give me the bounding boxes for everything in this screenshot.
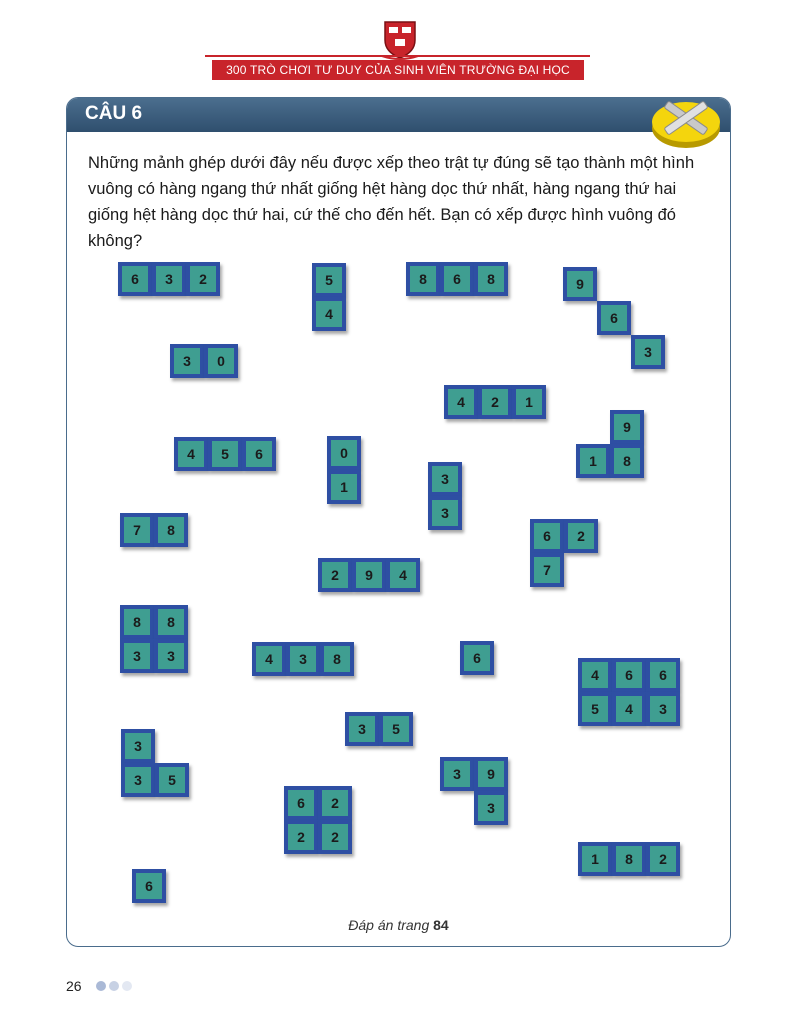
puzzle-cell: 3	[170, 344, 204, 378]
puzzle-cell: 2	[186, 262, 220, 296]
book-title-banner: 300 TRÒ CHƠI TƯ DUY CỦA SINH VIÊN TRƯỜNG ĐẠI HỌC HARVARD	[212, 60, 584, 80]
puzzle-cell: 6	[460, 641, 494, 675]
puzzle-cell: 3	[121, 729, 155, 763]
puzzle-cell: 3	[154, 639, 188, 673]
harvard-crest-icon	[379, 18, 421, 60]
puzzle-cell: 8	[474, 262, 508, 296]
puzzle-cell: 4	[312, 297, 346, 331]
puzzle-cell: 6	[118, 262, 152, 296]
puzzle-cell: 2	[318, 558, 352, 592]
question-text: Những mảnh ghép dưới đây nếu được xếp theo trật tự đúng sẽ tạo thành một hình vuông có hàng ngang thứ nhất giống hệt hàng dọc thứ nhất, hàng ngang thứ hai giống hệt hàng dọc thứ hai, cứ thế cho đến hết. Bạn có xếp được hình vuông đó không?	[88, 154, 695, 250]
puzzle-cell: 2	[478, 385, 512, 419]
puzzle-cell: 3	[120, 639, 154, 673]
puzzle-cell: 4	[444, 385, 478, 419]
puzzle-cell: 1	[578, 842, 612, 876]
puzzle-cell: 5	[208, 437, 242, 471]
puzzle-cell: 5	[312, 263, 346, 297]
puzzle-cell: 2	[284, 820, 318, 854]
puzzle-cell: 3	[286, 642, 320, 676]
section-title: CÂU 6	[85, 103, 143, 124]
puzzle-cell: 4	[578, 658, 612, 692]
answer-reference	[66, 917, 731, 933]
section-header-bar	[67, 98, 730, 132]
puzzle-cell: 1	[512, 385, 546, 419]
puzzle-cell: 8	[320, 642, 354, 676]
puzzle-cell: 1	[327, 470, 361, 504]
puzzle-cell: 4	[386, 558, 420, 592]
answer-page: 84	[433, 917, 449, 933]
puzzle-cell: 3	[474, 791, 508, 825]
page-dot	[96, 981, 106, 991]
puzzle-cell: 3	[631, 335, 665, 369]
puzzle-cell: 5	[379, 712, 413, 746]
puzzle-cell: 2	[646, 842, 680, 876]
puzzle-cell: 9	[474, 757, 508, 791]
puzzle-cell: 6	[284, 786, 318, 820]
puzzle-cell: 8	[612, 842, 646, 876]
puzzle-cell: 9	[563, 267, 597, 301]
puzzle-cell: 6	[612, 658, 646, 692]
puzzle-cell: 3	[428, 496, 462, 530]
page-dot	[109, 981, 119, 991]
puzzle-cell: 6	[646, 658, 680, 692]
banner-rule	[205, 55, 590, 57]
puzzle-cell: 4	[612, 692, 646, 726]
page-number: 26	[66, 978, 82, 994]
puzzle-cell: 6	[132, 869, 166, 903]
answer-prefix: Đáp án trang	[348, 917, 430, 933]
puzzle-cell: 1	[576, 444, 610, 478]
puzzle-cell: 3	[345, 712, 379, 746]
puzzle-cell: 0	[204, 344, 238, 378]
puzzle-cell: 8	[406, 262, 440, 296]
puzzle-cell: 5	[578, 692, 612, 726]
puzzle-cell: 3	[440, 757, 474, 791]
puzzle-cell: 3	[428, 462, 462, 496]
puzzle-cell: 8	[120, 605, 154, 639]
puzzle-cell: 3	[646, 692, 680, 726]
puzzle-cell: 8	[154, 513, 188, 547]
puzzle-cell: 6	[440, 262, 474, 296]
puzzle-cell: 9	[610, 410, 644, 444]
crossed-pencils-badge-icon	[650, 92, 722, 150]
puzzle-cell: 8	[610, 444, 644, 478]
puzzle-cell: 3	[121, 763, 155, 797]
puzzle-cell: 6	[242, 437, 276, 471]
puzzle-cell: 2	[318, 820, 352, 854]
puzzle-cell: 4	[252, 642, 286, 676]
puzzle-cell: 6	[530, 519, 564, 553]
puzzle-cell: 7	[120, 513, 154, 547]
puzzle-cell: 2	[318, 786, 352, 820]
puzzle-cell: 3	[152, 262, 186, 296]
puzzle-cell: 6	[597, 301, 631, 335]
puzzle-cell: 5	[155, 763, 189, 797]
puzzle-cell: 0	[327, 436, 361, 470]
puzzle-cell: 8	[154, 605, 188, 639]
page-dot	[122, 981, 132, 991]
puzzle-cell: 9	[352, 558, 386, 592]
puzzle-cell: 2	[564, 519, 598, 553]
puzzle-cell: 4	[174, 437, 208, 471]
puzzle-cell: 7	[530, 553, 564, 587]
